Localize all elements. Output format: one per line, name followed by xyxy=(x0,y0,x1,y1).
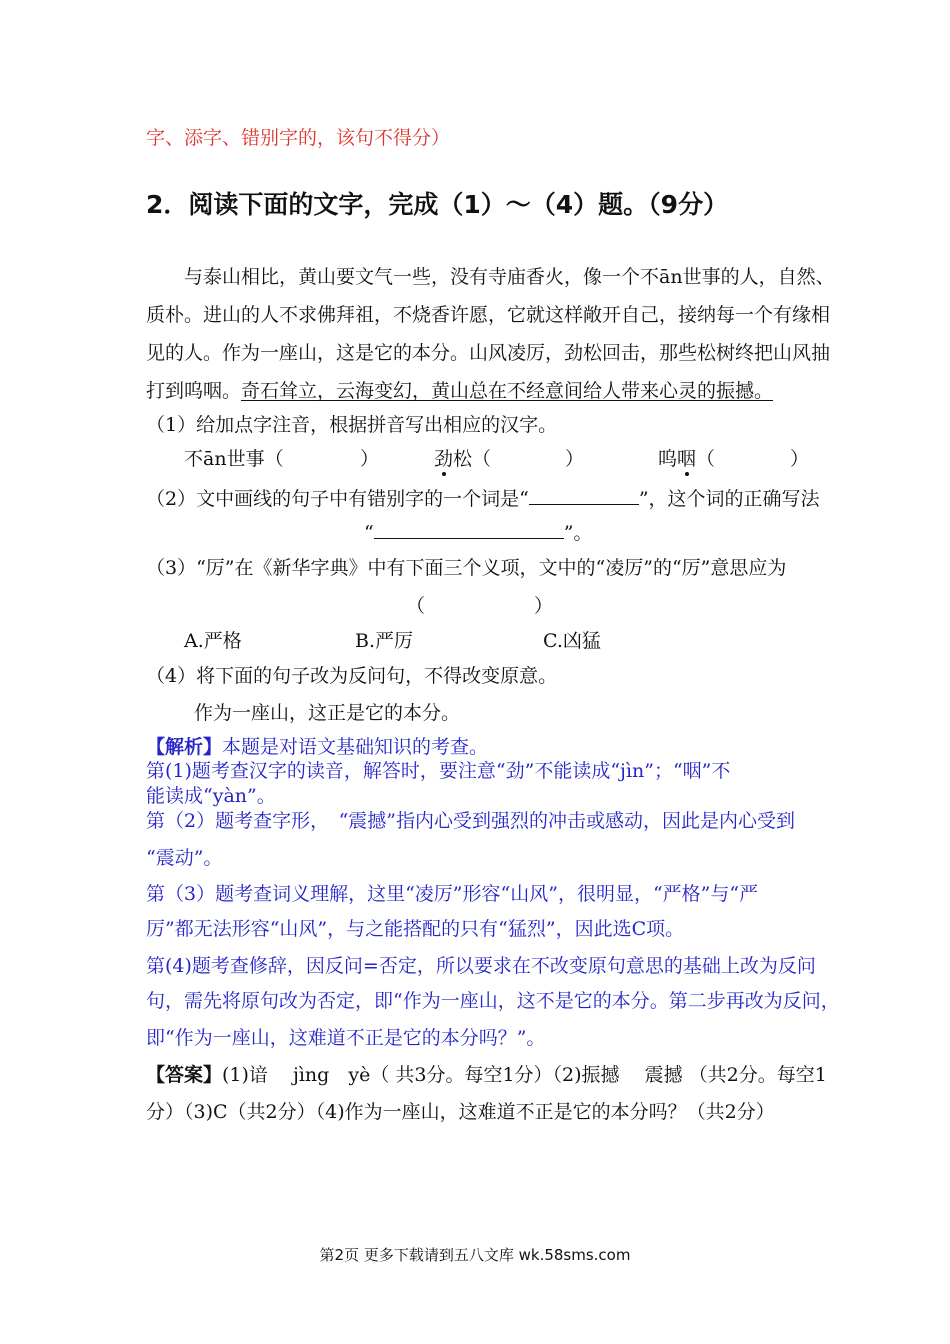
passage-line: 见的人。作为一座山，这是它的本分。山风凌厉，劲松回击，那些松树终把山风抽 xyxy=(146,342,831,364)
analysis-text: 能读成“yàn”。 xyxy=(146,785,276,807)
answer-blank[interactable] xyxy=(529,486,639,505)
q1-item-2: 劲松（ xyxy=(434,448,492,470)
answer-blank[interactable] xyxy=(374,520,564,539)
q1-close-paren-1: ） xyxy=(360,448,380,470)
dotted-char: 劲 xyxy=(434,448,454,470)
analysis-text: 第（2）题考查字形， “震撼”指内心受到强烈的冲击或感动，因此是内心受到 xyxy=(146,810,796,832)
analysis-label: 【解析】 xyxy=(146,736,223,758)
passage-line: 与泰山相比，黄山要文气一些，没有寺庙香火，像一个不ān世事的人，自然、 xyxy=(184,266,835,288)
analysis-text: 第(1)题考查汉字的读音，解答时，要注意“劲”不能读成“jìn”；“咽”不 xyxy=(146,760,731,782)
passage-line xyxy=(146,380,773,403)
q1-close-paren-3: ） xyxy=(790,448,810,470)
analysis-text: 句，需先将原句改为否定，即“作为一座山，这不是它的本分。第二步再改为反问， xyxy=(146,990,840,1012)
q4-sentence: 作为一座山，这正是它的本分。 xyxy=(194,702,461,724)
q1-prompt: （1）给加点字注音，根据拼音写出相应的汉字。 xyxy=(146,414,558,436)
q3-prompt: （3）“厉”在《新华字典》中有下面三个义项，文中的“凌厉”的“厉”意思应为 xyxy=(146,557,787,579)
q4-prompt: （4）将下面的句子改为反问句，不得改变原意。 xyxy=(146,665,558,687)
analysis-text: “震动”。 xyxy=(146,847,223,869)
page-footer: 第2页 更多下载请到五八文库 wk.58sms.com xyxy=(319,1246,631,1264)
q1-item-3: 呜咽（ xyxy=(658,448,716,470)
q2-line-2: “ ”。 xyxy=(364,522,593,544)
q1-item-1: 不ān世事（ xyxy=(184,448,284,470)
analysis-text: 厉”都无法形容“山风”，与之能搭配的只有“猛烈”，因此选C项。 xyxy=(146,918,685,940)
analysis-text: 第(4)题考查修辞，因反问=否定，所以要求在不改变原句意思的基础上改为反问 xyxy=(146,955,816,977)
underlined-sentence: 奇石耸立，云海变幻，黄山总在不经意间给人带来心灵的振撼。 xyxy=(241,380,774,402)
analysis-text: 第（3）题考查词义理解，这里“凌厉”形容“山风”，很明显，“严格”与“严 xyxy=(146,883,759,905)
answer-label: 【答案】 xyxy=(146,1064,223,1086)
q3-paren-close: ） xyxy=(534,595,554,617)
passage-line: 质朴。进山的人不求佛拜祖，不烧香许愿，它就这样敞开自己，接纳每一个有缘相 xyxy=(146,304,831,326)
answer-line-2: 分）（3)C（共2分）（4)作为一座山，这难道不正是它的本分吗？（共2分） xyxy=(146,1101,775,1123)
dotted-char: 咽 xyxy=(677,448,697,470)
analysis-text: 即“作为一座山，这难道不正是它的本分吗？”。 xyxy=(146,1027,546,1049)
answer-line-1: 【答案】(1)谙 jìng yè（ 共3分。每空1分）（2)振撼 震撼 （共2分。每空1 xyxy=(146,1064,827,1086)
passage-plain-text: 打到呜咽。 xyxy=(146,380,242,402)
q2-line-1: （2）文中画线的句子中有错别字的一个词是“ ”，这个词的正确写法 xyxy=(146,488,820,510)
previous-question-tail: 字、添字、错别字的，该句不得分） xyxy=(146,127,451,149)
analysis-intro: 【解析】本题是对语文基础知识的考查。 xyxy=(146,736,489,758)
q3-option-c: C.凶猛 xyxy=(543,630,601,652)
q3-option-b: B.严厉 xyxy=(355,630,414,652)
q1-close-paren-2: ） xyxy=(565,448,585,470)
q3-option-a: A.严格 xyxy=(184,630,242,652)
question-heading: 2．阅读下面的文字，完成（1）～（4）题。（9分） xyxy=(146,190,729,219)
q3-paren-open: （ xyxy=(406,595,426,617)
